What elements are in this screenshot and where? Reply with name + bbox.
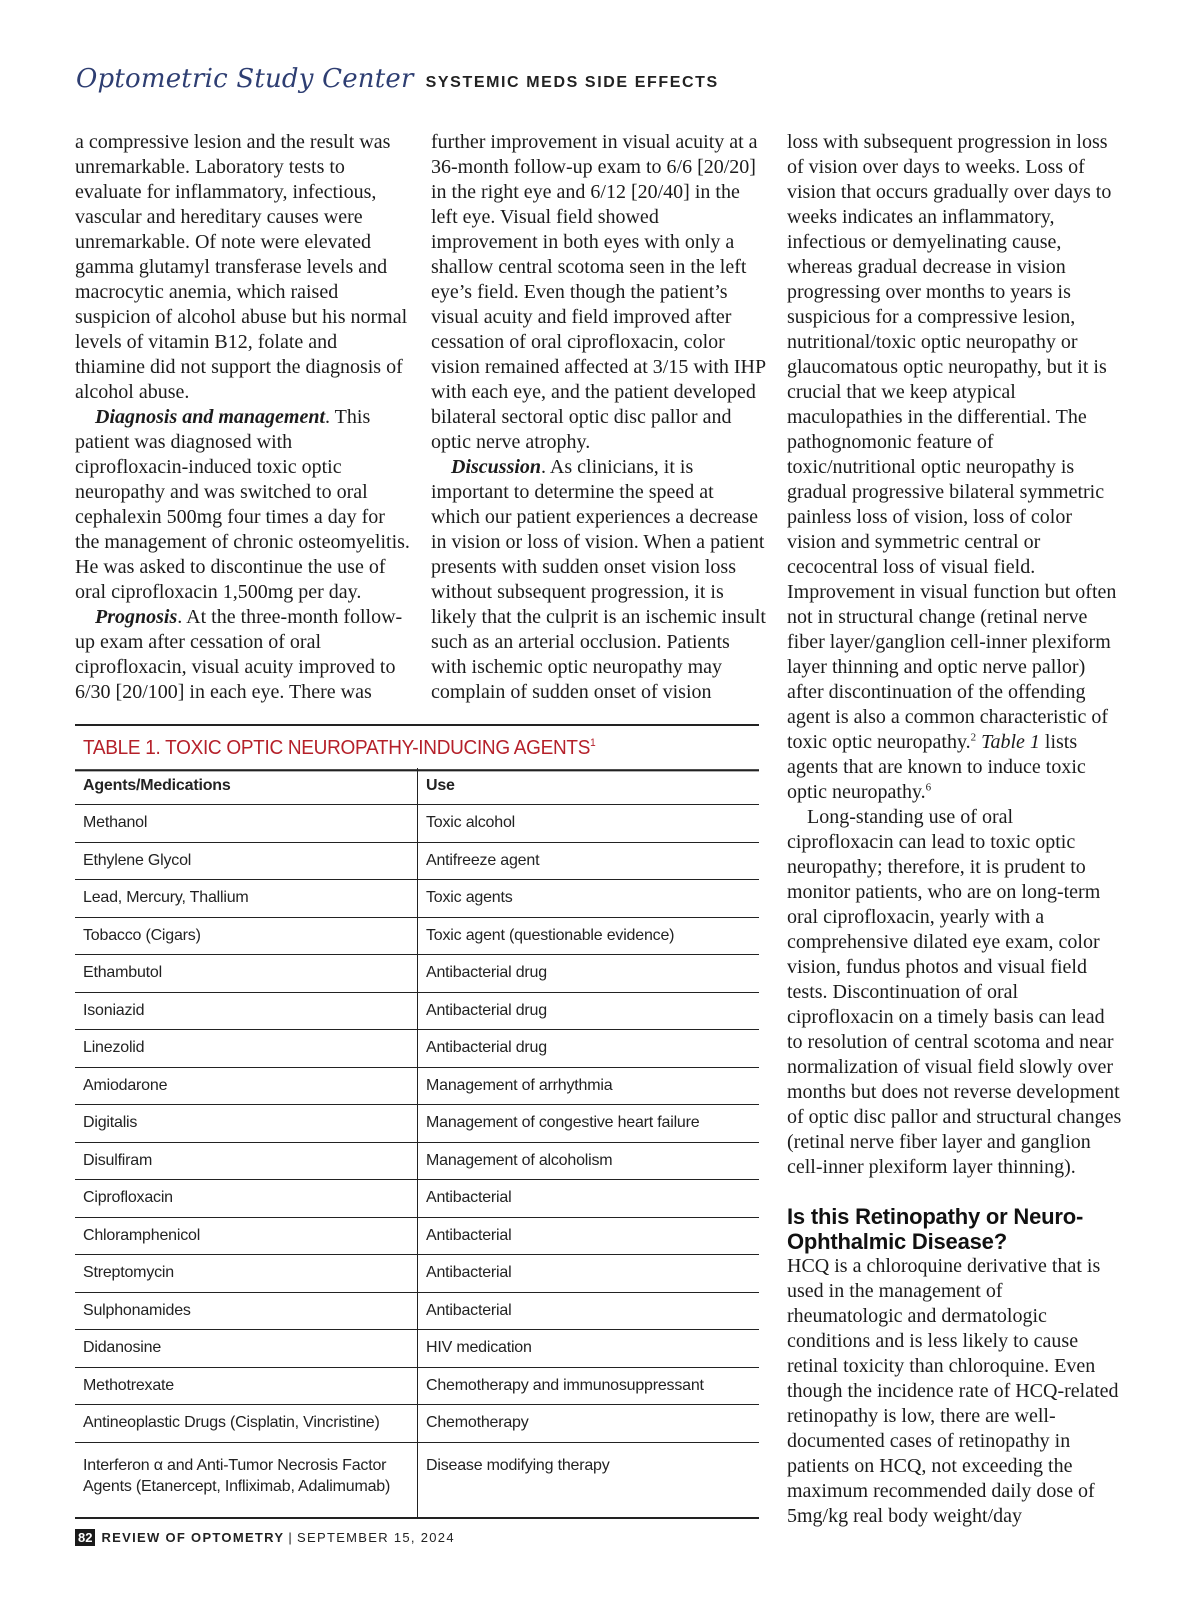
- agent-cell: Methanol: [75, 805, 418, 843]
- use-cell: Antibacterial: [418, 1180, 760, 1218]
- page-footer: [75, 1529, 455, 1546]
- table-row: [75, 1330, 759, 1368]
- agent-cell: Ethylene Glycol: [75, 842, 418, 880]
- use-cell: Management of arrhythmia: [418, 1067, 760, 1105]
- agents-table: [75, 724, 759, 1519]
- article-column-1: [75, 130, 410, 705]
- issue-date: SEPTEMBER 15, 2024: [297, 1530, 455, 1545]
- use-cell: Antibacterial drug: [418, 955, 760, 993]
- use-cell: Management of alcoholism: [418, 1142, 760, 1180]
- use-cell: Antibacterial drug: [418, 992, 760, 1030]
- paragraph: a compressive lesion and the result was unremarkable. Laboratory tests to evaluate for inflammatory, infectious, vascular and hereditary causes were unremarkable. Of note were elevated gamma glutamyl transferase levels and macrocytic anemia, which raised suspicion of alcohol abuse but his normal levels of vitamin B12, folate and thiamine did not support the diagnosis of alcohol abuse.: [75, 131, 408, 403]
- use-cell: Antibacterial drug: [418, 1030, 760, 1068]
- reference-marker: 2: [970, 731, 977, 744]
- paragraph-text: lists agents that are known to induce toxic optic neuropathy.: [787, 731, 1086, 803]
- table-row: [75, 917, 759, 955]
- paragraph: [787, 130, 1122, 805]
- paragraph-text: . This patient was diagnosed with ciprofloxacin-induced toxic optic neuropathy and was switched to oral cephalexin 500mg four times a day for the management of chronic osteomyelitis. He was asked to discontinue the use of oral ciprofloxacin 1,500mg per day.: [75, 406, 410, 603]
- agent-cell: Interferon α and Anti-Tumor Necrosis Factor Agents (Etanercept, Infliximab, Adalimumab): [75, 1442, 418, 1517]
- agent-cell: Didanosine: [75, 1330, 418, 1368]
- reference-marker: 6: [925, 781, 932, 794]
- subheading: Is this Retinopathy or Neuro-Ophthalmic Disease?: [787, 1204, 1084, 1254]
- run-in-heading: Discussion: [451, 456, 542, 478]
- reference-marker: 1: [590, 737, 596, 750]
- run-in-heading: Diagnosis and management: [95, 406, 326, 428]
- agent-cell: Sulphonamides: [75, 1292, 418, 1330]
- use-cell: Antibacterial: [418, 1255, 760, 1293]
- section-brand: Optometric Study Center: [76, 64, 414, 94]
- use-cell: Chemotherapy: [418, 1405, 760, 1443]
- agent-cell: Linezolid: [75, 1030, 418, 1068]
- use-cell: HIV medication: [418, 1330, 760, 1368]
- table-body: [75, 805, 759, 1517]
- section-title: SYSTEMIC MEDS SIDE EFFECTS: [425, 74, 719, 91]
- column-header-use: Use: [418, 768, 760, 805]
- table-row: [75, 1142, 759, 1180]
- table-row: [75, 805, 759, 843]
- table-row: [75, 1105, 759, 1143]
- page-header: [76, 64, 719, 94]
- table-row: [75, 1367, 759, 1405]
- table-row: [75, 1292, 759, 1330]
- use-cell: Toxic agents: [418, 880, 760, 918]
- agent-cell: Antineoplastic Drugs (Cisplatin, Vincristine): [75, 1405, 418, 1443]
- table-title: [75, 726, 759, 771]
- table-row: [75, 1255, 759, 1293]
- paragraph: [431, 455, 766, 705]
- column-header-agents: Agents/Medications: [75, 768, 418, 805]
- table-reference: Table 1: [981, 731, 1040, 753]
- agent-cell: Isoniazid: [75, 992, 418, 1030]
- agent-cell: Streptomycin: [75, 1255, 418, 1293]
- use-cell: Toxic alcohol: [418, 805, 760, 843]
- run-in-heading: Prognosis: [95, 606, 178, 628]
- table-row: [75, 1180, 759, 1218]
- table-row: [75, 1067, 759, 1105]
- use-cell: Toxic agent (questionable evidence): [418, 917, 760, 955]
- table-row: [75, 1030, 759, 1068]
- table-row: [75, 955, 759, 993]
- use-cell: Antibacterial: [418, 1217, 760, 1255]
- page-number: 82: [75, 1529, 95, 1546]
- paragraph-text: . As clinicians, it is important to determine the speed at which our patient experiences a decrease in vision or loss of vision. When a patient presents with sudden onset vision loss without subsequent progression, it is likely that the culprit is an ischemic insult such as an arterial occlusion. Patients with ischemic optic neuropathy may complain of sudden onset of vision: [431, 456, 766, 703]
- table-row: [75, 880, 759, 918]
- paragraph: Long-standing use of oral ciprofloxacin can lead to toxic optic neuropathy; therefore, it is prudent to monitor patients, who are on long-term oral ciprofloxacin, yearly with a comprehensive dilated eye exam, color vision, fundus photos and visual field tests. Discontinuation of oral ciprofloxacin on a timely basis can lead to resolution of central scotoma and near normalization of visual field slowly over months but does not reverse development of optic disc pallor and structural changes (retinal nerve fiber layer and ganglion cell-inner plexiform layer thinning).: [787, 806, 1122, 1178]
- article-column-2: [431, 130, 766, 705]
- article-column-3: [787, 130, 1122, 1529]
- table-header-row: [75, 768, 759, 805]
- table-row: [75, 842, 759, 880]
- table-row: [75, 1217, 759, 1255]
- agent-cell: Amiodarone: [75, 1067, 418, 1105]
- agent-cell: Ethambutol: [75, 955, 418, 993]
- agents-table-grid: [75, 768, 759, 1517]
- use-cell: Disease modifying therapy: [426, 1456, 610, 1474]
- agent-cell: Disulfiram: [75, 1142, 418, 1180]
- use-cell: Antifreeze agent: [418, 842, 760, 880]
- paragraph: HCQ is a chloroquine derivative that is used in the management of rheumatologic and dermatologic conditions and is less likely to cause retinal toxicity than chloroquine. Even though the incidence rate of HCQ-related retinopathy is low, there are well-documented cases of retinopathy in patients on HCQ, not exceeding the maximum recommended daily dose of 5mg/kg real body weight/day: [787, 1255, 1119, 1527]
- agent-cell: Chloramphenicol: [75, 1217, 418, 1255]
- paragraph-text: . At the three-month follow-up exam after cessation of oral ciprofloxacin, visual acuity improved to 6/30 [20/100] in each eye. There was: [75, 606, 403, 703]
- table-title-text: TABLE 1. TOXIC OPTIC NEUROPATHY-INDUCING AGENTS: [83, 736, 591, 760]
- paragraph: [75, 405, 410, 605]
- agent-cell: Ciprofloxacin: [75, 1180, 418, 1218]
- table-row: [75, 1442, 759, 1517]
- agent-cell: Methotrexate: [75, 1367, 418, 1405]
- use-cell: Management of congestive heart failure: [418, 1105, 760, 1143]
- publication-name: REVIEW OF OPTOMETRY: [101, 1530, 285, 1545]
- agent-cell: Digitalis: [75, 1105, 418, 1143]
- agent-cell: Tobacco (Cigars): [75, 917, 418, 955]
- paragraph: further improvement in visual acuity at a 36-month follow-up exam to 6/6 [20/20] in the right eye and 6/12 [20/40] in the left eye. Visual field showed improvement in both eyes with only a shallow central scotoma seen in the left eye’s field. Even though the patient’s visual acuity and field improved after cessation of oral ciprofloxacin, color vision remained affected at 3/15 with IHP with each eye, and the patient developed bilateral sectoral optic disc pallor and optic nerve atrophy.: [431, 131, 766, 453]
- use-cell: Chemotherapy and immunosuppressant: [418, 1367, 760, 1405]
- table-row: [75, 1405, 759, 1443]
- paragraph: [75, 605, 410, 705]
- agent-cell: Lead, Mercury, Thallium: [75, 880, 418, 918]
- paragraph-text: loss with subsequent progression in loss of vision over days to weeks. Loss of vision that occurs gradually over days to weeks indicates an inflammatory, infectious or demyelinating cause, whereas gradual decrease in vision progressing over months to years is suspicious for a compressive lesion, nutritional/toxic optic neuropathy or glaucomatous optic neuropathy, but it is crucial that we keep atypical maculopathies in the differential. The pathognomonic feature of toxic/nutritional optic neuropathy is gradual progressive bilateral symmetric painless loss of vision, loss of color vision and symmetric central or cecocentral loss of visual field. Improvement in visual function but often not in structural change (retinal nerve fiber layer/ganglion cell-inner plexiform layer thinning and optic nerve pallor) after discontinuation of the offending agent is also a common characteristic of toxic optic neuropathy.: [787, 131, 1117, 753]
- table-row: [75, 992, 759, 1030]
- use-cell: Antibacterial: [418, 1292, 760, 1330]
- footer-separator: |: [288, 1530, 294, 1545]
